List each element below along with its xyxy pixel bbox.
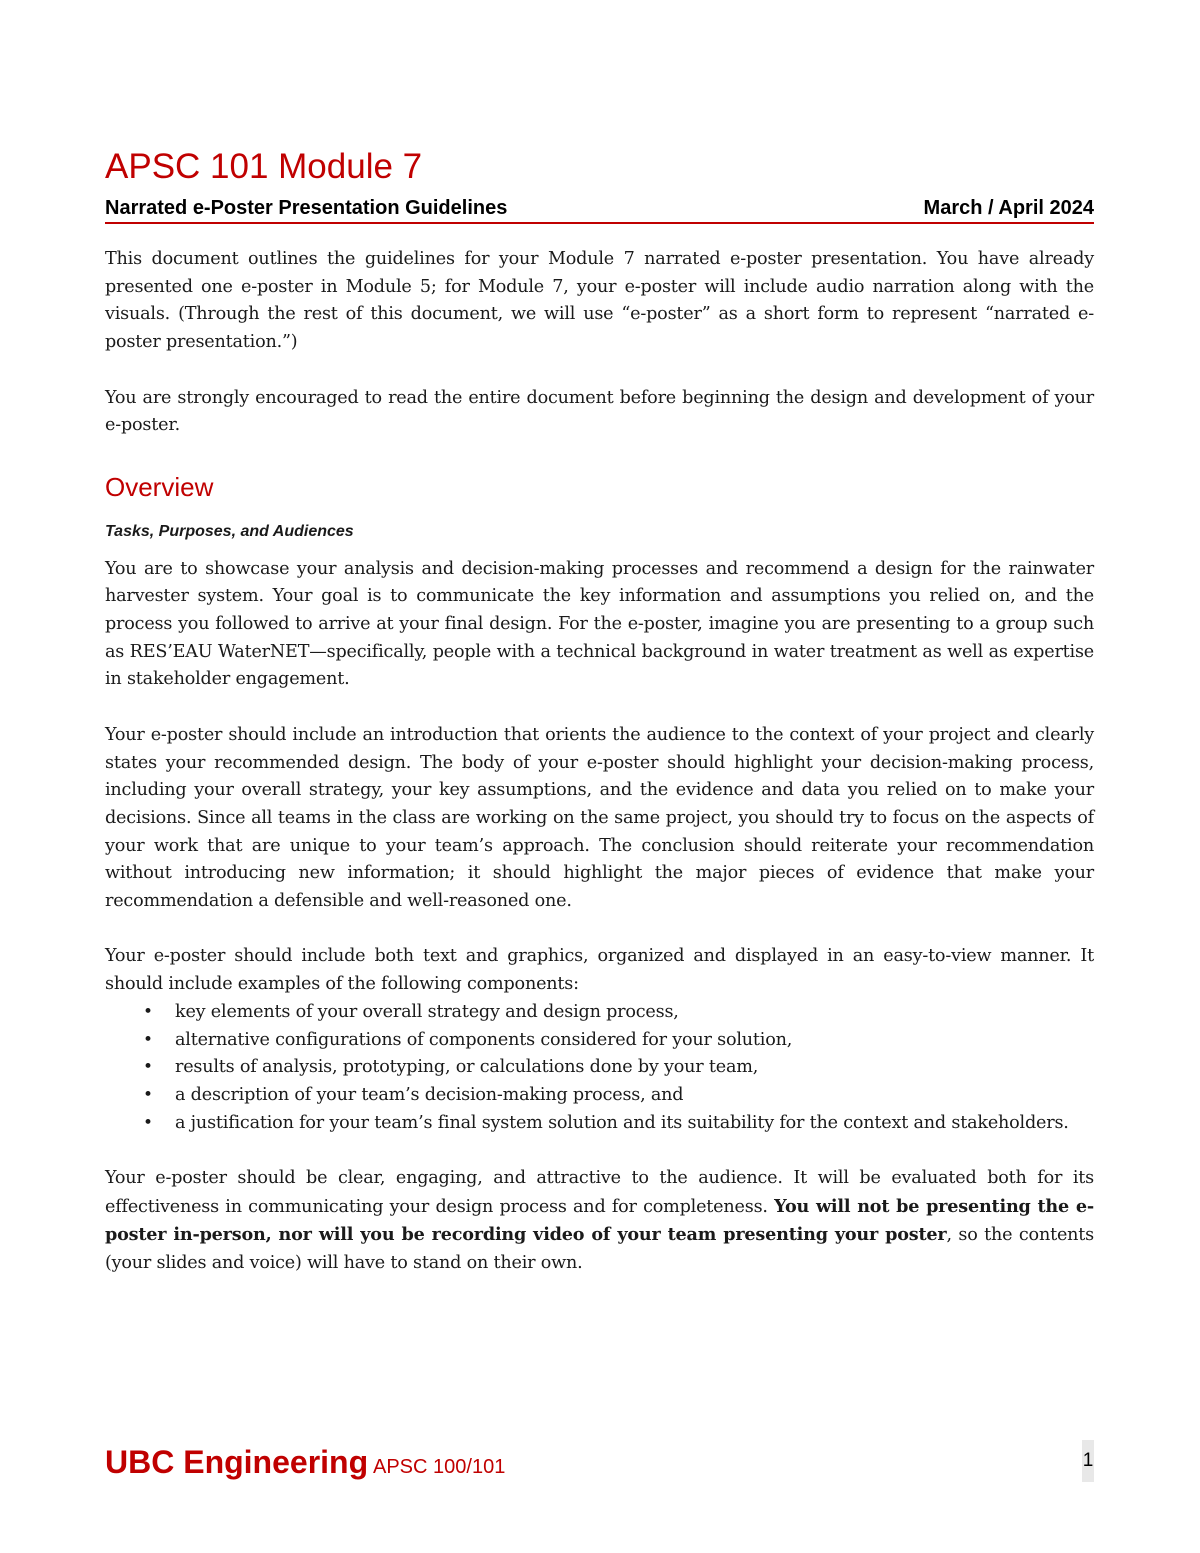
document-title: APSC 101 Module 7 bbox=[105, 147, 423, 186]
bold-statement: You will not be presenting the e-poster in-person, nor will you be recording video of your team presenting your poster bbox=[105, 1195, 1094, 1246]
intro-paragraph-1: This document outlines the guidelines for your Module 7 narrated e-poster presentation. You have already presented one e-poster in Module 5; for Module 7, your e-poster will include audio narration along with the visuals. (Through the rest of this document, we will use “e-poster” as a short form to represent “narrated e-poster presentation.”) bbox=[105, 249, 1094, 353]
page-footer bbox=[105, 1440, 1094, 1484]
page-number: 1 bbox=[1082, 1440, 1094, 1482]
document-subtitle: Narrated e-Poster Presentation Guidelines bbox=[105, 197, 508, 219]
tasks-subheading: Tasks, Purposes, and Audiences bbox=[105, 522, 354, 540]
list-item: • a justification for your team’s final system solution and its suitability for the context and stakeholders. bbox=[105, 1110, 1094, 1138]
document-date: March / April 2024 bbox=[923, 197, 1094, 219]
list-item: • alternative configurations of components considered for your solution, bbox=[105, 1027, 1094, 1055]
overview-paragraph-4: Your e-poster should be clear, engaging, and attractive to the audience. It will be evaluated both for its effectiveness in communicating your design process and for completeness. You will not be presenting the e-poster in-person, nor will you be recording video of your team presenting your poster, so the contents (your slides and voice) will have to stand on their own. bbox=[105, 1168, 1094, 1274]
footer-course-code: APSC 100/101 bbox=[373, 1456, 506, 1478]
intro-paragraph-2: You are strongly encouraged to read the entire document before beginning the design and development of your e-poster. bbox=[105, 387, 1094, 436]
overview-paragraph-2: Your e-poster should include an introduction that orients the audience to the context of your project and clearly states your recommended design. The body of your e-poster should highlight your decision-making process, including your overall strategy, your key assumptions, and the evidence and data you relied on to make your decisions. Since all teams in the class are working on the same project, you should try to focus on the aspects of your work that are unique to your team’s approach. The conclusion should reiterate your recommendation without introducing new information; it should highlight the major pieces of evidence that make your recommendation a defensible and well-reasoned one. bbox=[105, 724, 1094, 912]
document-body bbox=[105, 246, 1094, 1306]
bullet-icon: • bbox=[143, 1057, 153, 1078]
subtitle-row bbox=[105, 194, 1094, 224]
list-item: • a description of your team’s decision-making process, and bbox=[105, 1082, 1094, 1110]
bullet-icon: • bbox=[143, 1029, 153, 1050]
overview-paragraph-3: Your e-poster should include both text and graphics, organized and displayed in an easy-to-view manner. It should include examples of the following components: bbox=[105, 946, 1094, 995]
list-item: • results of analysis, prototyping, or calculations done by your team, bbox=[105, 1054, 1094, 1082]
components-list bbox=[105, 999, 1094, 1138]
footer-brand-logo: UBC Engineering bbox=[105, 1444, 369, 1480]
overview-paragraph-1: You are to showcase your analysis and decision-making processes and recommend a design for the rainwater harvester system. Your goal is to communicate the key information and assumptions you relied on, and the process you followed to arrive at your final design. For the e-poster, imagine you are presenting to a group such as RES’EAU WaterNET—specifically, people with a technical background in water treatment as well as expertise in stakeholder engagement. bbox=[105, 558, 1094, 690]
list-item: • key elements of your overall strategy and design process, bbox=[105, 999, 1094, 1027]
bullet-icon: • bbox=[143, 1084, 153, 1105]
overview-heading: Overview bbox=[105, 471, 214, 502]
bullet-icon: • bbox=[143, 1001, 153, 1022]
bullet-icon: • bbox=[143, 1112, 153, 1133]
